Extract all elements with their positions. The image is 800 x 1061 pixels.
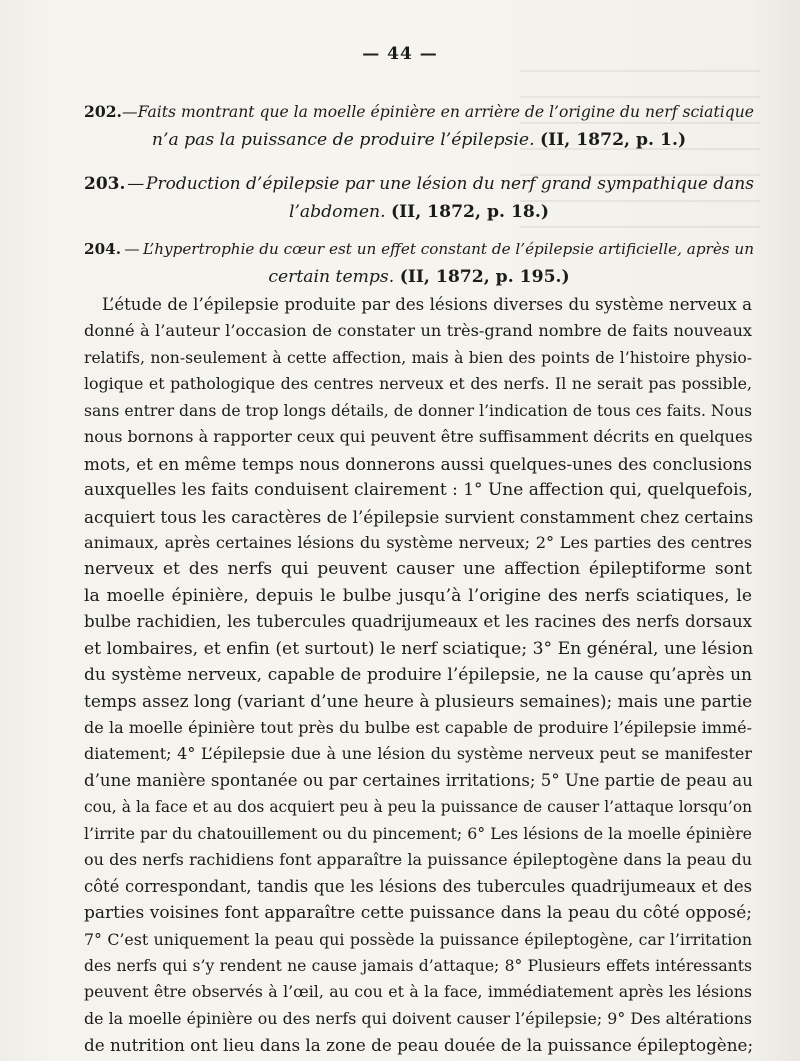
body-line: cou, à la face et au dos acquiert peu à peu la puissance de causer l’attaque lorsqu’on (84, 798, 752, 817)
entry-title: L’hypertrophie du cœur est un effet constant de l’épilepsie artificielle, après un (142, 240, 754, 258)
entry-number: 203. (84, 174, 126, 194)
entry-reference: (II, 1872, p. 18.) (391, 202, 550, 222)
page-number: — 44 — (362, 44, 438, 64)
entry-title: Faits montrant que la moelle épinière en arrière de l’origine du nerf sciatique (137, 103, 754, 121)
body-line: de la moelle épinière ou des nerfs qui doivent causer l’épilepsie; 9° Des altérations (84, 1008, 752, 1028)
body-line: nerveux et des nerfs qui peuvent causer une affection épileptiforme sont (84, 559, 752, 580)
entry-dash: — (124, 240, 140, 258)
entry-title-cont: n’a pas la puissance de produire l’épilepsie. (151, 130, 535, 150)
body-line: parties voisines font apparaître cette puissance dans la peau du côté opposé; (84, 903, 752, 924)
body-line: nous bornons à rapporter ceux qui peuvent être suffisamment décrits en quelques (84, 427, 753, 447)
entry-204 (84, 235, 754, 291)
entry-203 (84, 170, 754, 226)
body-paragraph (84, 292, 752, 1059)
entry-line (84, 263, 754, 291)
body-line: temps assez long (variant d’une heure à plusieurs semaines); mais une partie (84, 691, 753, 712)
entry-line (84, 198, 754, 226)
body-line: et lombaires, et enfin (et surtout) le nerf sciatique; 3° En général, une lésion (84, 638, 754, 659)
body-line: animaux, après certaines lésions du système nerveux; 2° Les parties des centres (84, 532, 752, 552)
body-line: sans entrer dans de trop longs détails, de donner l’indication de tous ces faits. Nous (84, 401, 752, 420)
body-line: diatement; 4° L’épilepsie due à une lésion du système nerveux peut se manifester (84, 744, 752, 764)
body-line: de nutrition ont lieu dans la zone de peau douée de la puissance épileptogène; (84, 1035, 754, 1056)
entry-title-cont: l’abdomen. (288, 202, 386, 222)
entry-dash: — (122, 103, 138, 121)
body-line: auxquelles les faits conduisent clairement : 1° Une affection qui, quelquefois, (84, 480, 753, 501)
body-line: 7° C’est uniquement la peau qui possède la puissance épileptogène, car l’irritation (84, 929, 752, 949)
entry-line (84, 126, 754, 154)
body-line: relatifs, non-seulement à cette affection, mais à bien des points de l’histoire physio- (84, 348, 752, 367)
body-line: peuvent être observés à l’œil, au cou et à la face, immédiatement après les lésions (84, 982, 752, 1002)
entry-line (84, 170, 754, 198)
body-line: des nerfs qui s’y rendent ne cause jamais d’attaque; 8° Plusieurs effets intéressants (84, 956, 752, 975)
body-line: la moelle épinière, depuis le bulbe jusqu’à l’origine des nerfs sciatiques, le (84, 585, 752, 606)
body-line: ou des nerfs rachidiens font apparaître la puissance épileptogène dans la peau du (84, 850, 752, 870)
body-line: l’irrite par du chatouillement ou du pincement; 6° Les lésions de la moelle épinière (84, 823, 752, 843)
entry-title-cont: certain temps. (268, 267, 395, 287)
entry-line (84, 98, 754, 126)
body-line: mots, et en même temps nous donnerons aussi quelques-unes des conclusions (84, 453, 752, 474)
entry-number: 202. (84, 102, 122, 121)
body-line: du système nerveux, capable de produire l’épilepsie, ne la cause qu’après un (84, 665, 752, 686)
body-line: donné à l’auteur l’occasion de constater un très-grand nombre de faits nouveaux (84, 321, 752, 341)
entry-dash: — (127, 174, 145, 194)
entry-title: Production d’épilepsie par une lésion du nerf grand sympathique dans (146, 174, 754, 194)
entry-202 (84, 98, 754, 154)
body-line: L’étude de l’épilepsie produite par des lésions diverses du système nerveux a (102, 295, 752, 314)
body-line: d’une manière spontanée ou par certaines irritations; 5° Une partie de peau au (84, 770, 753, 790)
body-line: côté correspondant, tandis que les lésions des tubercules quadrijumeaux et des (84, 876, 752, 896)
body-line: bulbe rachidien, les tubercules quadrijumeaux et les racines des nerfs dorsaux (84, 612, 752, 632)
entry-line (84, 235, 754, 263)
body-line: de la moelle épinière tout près du bulbe est capable de produire l’épilepsie immé- (84, 718, 752, 737)
body-line: logique et pathologique des centres nerveux et des nerfs. Il ne serait pas possible, (84, 374, 752, 394)
entry-reference: (II, 1872, p. 195.) (399, 267, 570, 287)
entry-reference: (II, 1872, p. 1.) (540, 130, 687, 150)
body-line: acquiert tous les caractères de l’épilepsie survient constamment chez certains (84, 506, 754, 527)
entry-number: 204. (84, 240, 121, 258)
